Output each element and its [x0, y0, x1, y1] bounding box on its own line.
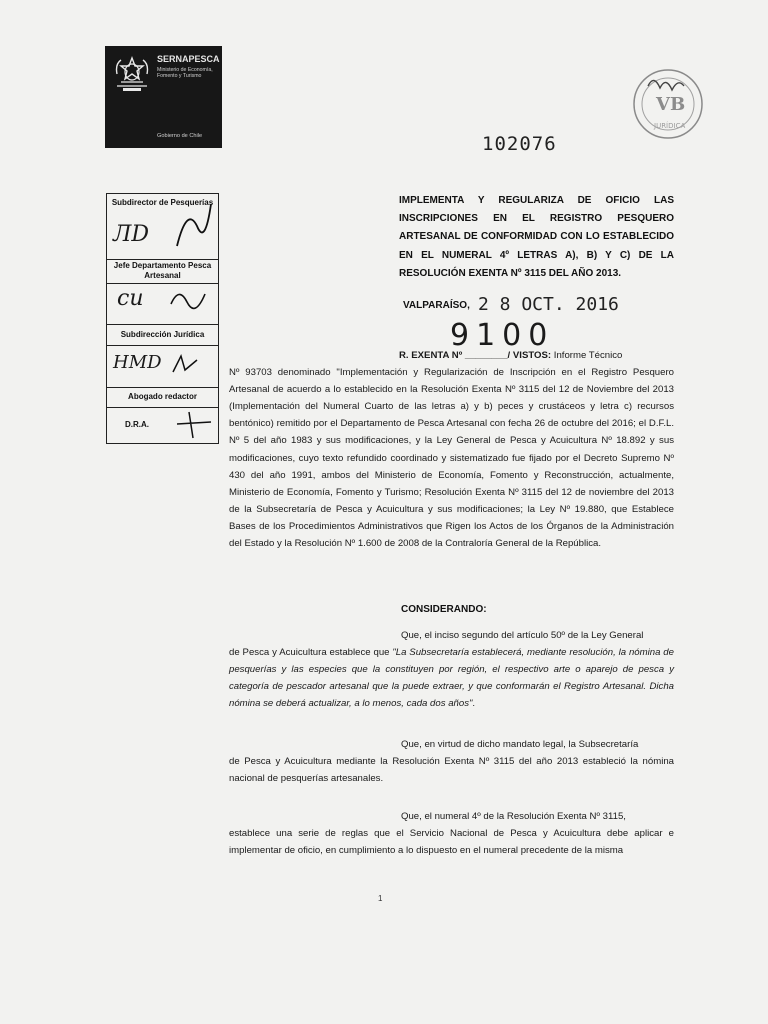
routing-label-subdirector: Subdirector de Pesquerías: [111, 198, 214, 207]
considerando-heading: CONSIDERANDO:: [401, 604, 487, 615]
document-number: 102076: [482, 133, 557, 155]
routing-divider: [107, 345, 218, 346]
vistos-label: VISTOS:: [512, 350, 552, 361]
signature-subdirector: ЛD: [113, 222, 149, 247]
page-number: 1: [378, 894, 383, 903]
routing-label-jefe: Jefe Departamento Pesca Artesanal: [113, 261, 212, 280]
resolution-number: 9100: [450, 318, 555, 353]
signature-scribble-icon: [173, 408, 215, 442]
considerando-paragraph-3: [229, 808, 674, 859]
svg-text:VB: VB: [656, 94, 686, 115]
signature-scribble-icon: [167, 196, 217, 256]
vobo-stamp-icon: [630, 66, 706, 142]
logo-subtitle: Ministerio de Economía, Fomento y Turismo: [157, 67, 213, 80]
vistos-body: Nº 93703 denominado "Implementación y Regularización de Inscripción en el Registro Pesquero Artesanal de acuerdo a lo establecido en la Resolución Exenta Nº 3115 del 12 de Noviembre del 2013 (Implementación del Numeral Cuarto de las letras a) y b) peces y crustáceos y letra c) recursos bentónico) remitido por el Departamento de Pesca Artesanal con fecha 26 de octubre del 2016; el D.F.L. Nº 5 del año 1983 y sus modificaciones, y la Ley General de Pesca y Acuicultura Nº 18.892 y sus modificaciones, cuyo texto refundido coordinado y sistematizado fue fijado por el Decreto Supremo Nº 430 del año 1991, ambos del Ministerio de Economía, Fomento y Reconstrucción, actualmente, Ministerio de Economía, Fomento y Turismo; Resolución Exenta Nº 3115 del 12 de noviembre del 2013 de la Subsecretaría de Pesca y Acuicultura y sus modificaciones; la Ley Nº 19.880, que Establece Bases de los Procedimientos Administrativos que Rigen los Actos de los Órganos de la Administración del Estado y la Resolución Nº 1.600 de 2008 de la Contraloría General de la República.: [229, 367, 674, 550]
routing-divider: [107, 259, 218, 260]
paragraph-lead: Que, el inciso segundo del artículo 50º de la Ley General: [401, 630, 644, 641]
svg-text:JURÍDICA: JURÍDICA: [654, 122, 686, 130]
paragraph-text: establece una serie de reglas que el Servicio Nacional de Pesca y Acuicultura debe aplicar e implementar de oficio, en cumplimiento a lo dispuesto en el numeral precedente de la misma: [229, 828, 674, 857]
routing-label-dra: D.R.A.: [125, 420, 149, 429]
signature-scribble-icon: [165, 284, 213, 318]
exenta-label: R. EXENTA Nº ________/: [399, 350, 511, 361]
approval-routing-box: [106, 193, 219, 444]
paragraph-text: de Pesca y Acuicultura mediante la Resolución Exenta Nº 3115 del año 2013 estableció la nómina nacional de pesquerías artesanales.: [229, 756, 674, 785]
logo-footer: Gobierno de Chile: [157, 133, 203, 139]
routing-label-abogado: Abogado redactor: [128, 392, 197, 401]
signature-juridica: HMD: [113, 352, 162, 373]
resolution-title: IMPLEMENTA Y REGULARIZA DE OFICIO LAS INSCRIPCIONES EN EL REGISTRO PESQUERO ARTESANAL DE CONFORMIDAD CON LO ESTABLECIDO EN EL NUMERAL 4º LETRAS A), B) Y C) DE LA RESOLUCIÓN EXENTA Nº 3115 DEL AÑO 2013.: [399, 195, 674, 279]
date-stamp: 2 8 OCT. 2016: [478, 294, 619, 315]
routing-divider: [107, 324, 218, 325]
paragraph-lead: Que, el numeral 4º de la Resolución Exenta Nº 3115,: [401, 811, 626, 822]
coat-of-arms-icon: [111, 54, 153, 94]
place-label: VALPARAÍSO,: [403, 300, 470, 311]
paragraph-text-end: .: [472, 698, 476, 710]
considerando-paragraph-1: [229, 627, 674, 712]
considerando-paragraph-2: [229, 736, 674, 787]
routing-divider: [107, 387, 218, 388]
routing-label-juridica: Subdirección Jurídica: [120, 330, 205, 339]
signature-jefe: cu: [117, 286, 144, 311]
paragraph-quote: "La Subsecretaría establecerá, mediante resolución, la nómina de pesquerías y las especies que la constituyen por región, el respectivo arte o aparejo de pesca y categoría de pescador artesanal que la puede extraer, y que conformarán el Registro Artesanal. Dicha nómina se deberá actualizar, a lo menos, cada dos años": [229, 647, 674, 710]
paragraph-text: de Pesca y Acuicultura establece que: [229, 647, 393, 659]
paragraph-lead: Que, en virtud de dicho mandato legal, la Subsecretaría: [401, 739, 639, 750]
signature-scribble-icon: [169, 352, 205, 378]
vistos-section: [229, 347, 674, 552]
logo-brand: SERNAPESCA: [157, 54, 220, 64]
vistos-lead: Informe Técnico: [553, 350, 623, 361]
sernapesca-logo: [105, 46, 222, 148]
